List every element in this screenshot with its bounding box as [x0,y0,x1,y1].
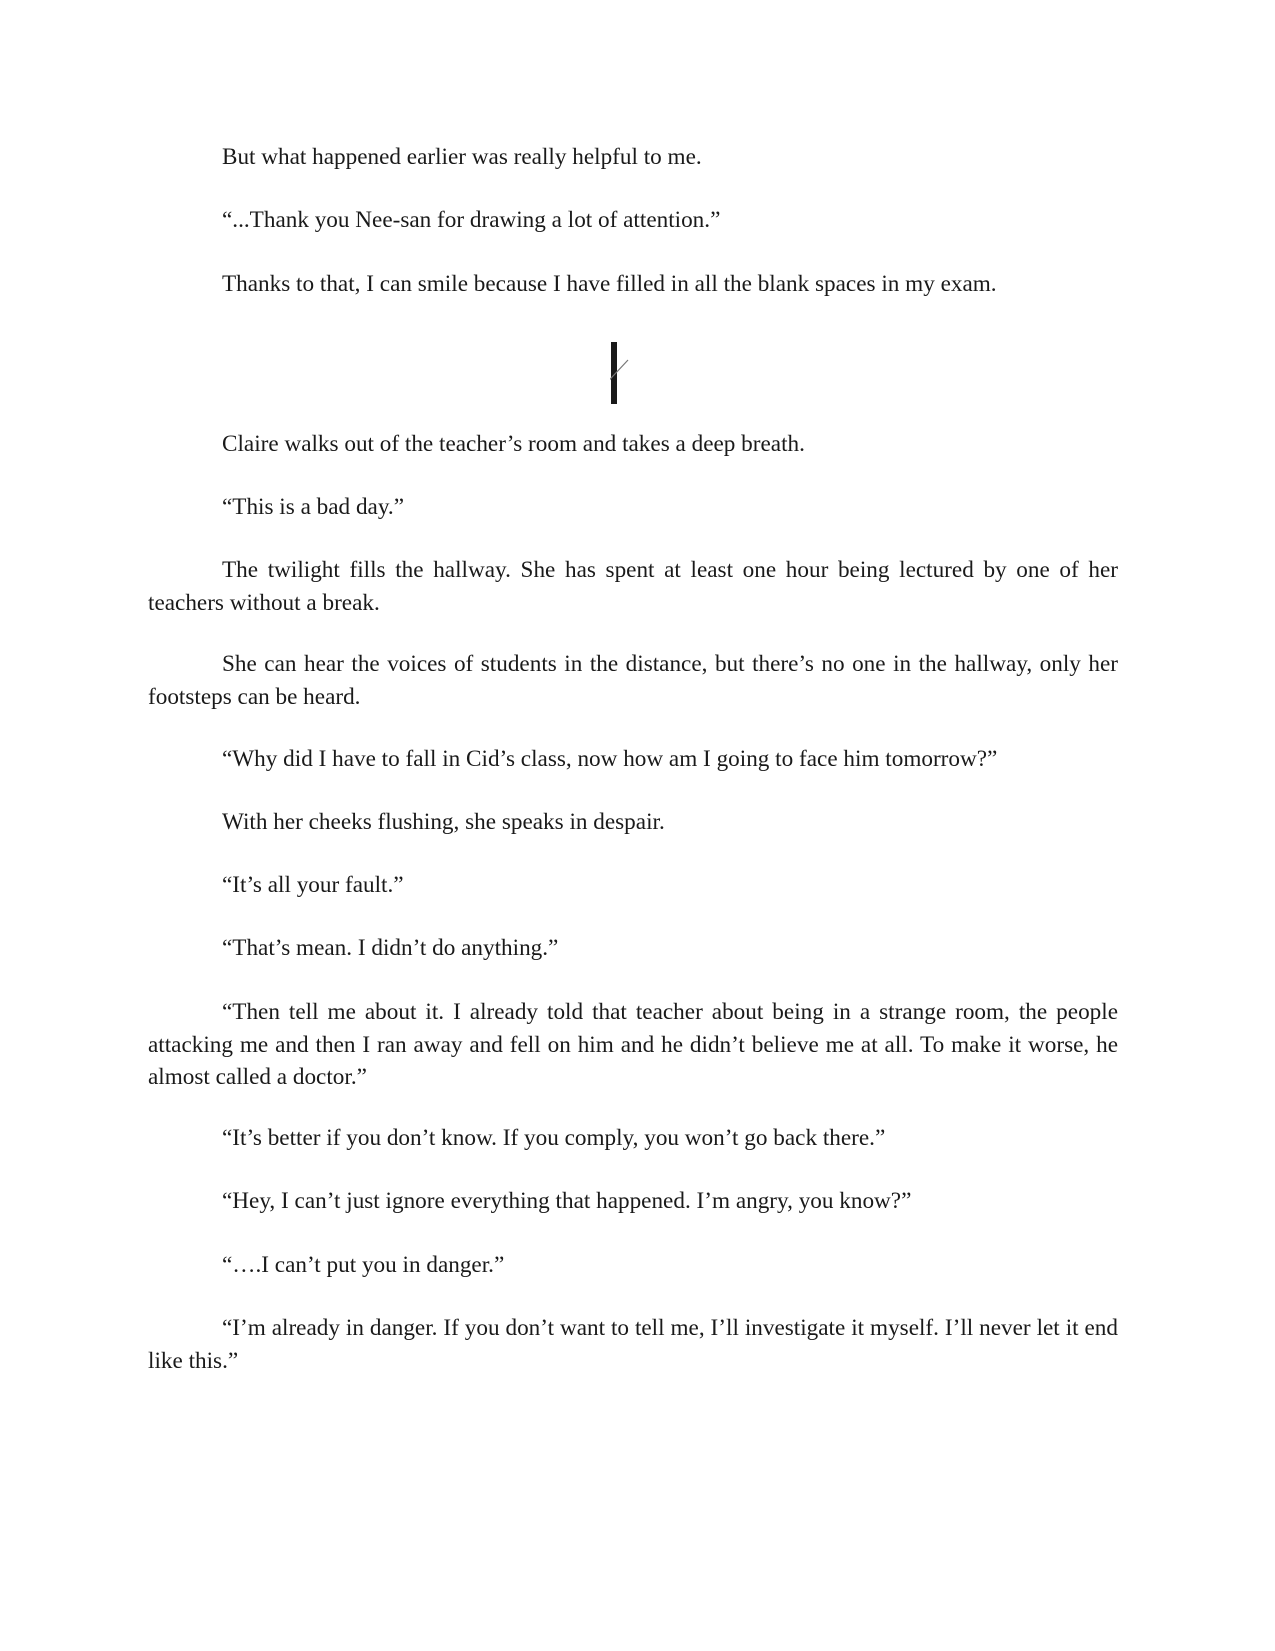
paragraph: “Then tell me about it. I already told that teacher about being in a strange room, the people attacking me and then I ran away and fell on him and he didn’t believe me at all. To make it worse, he almost called a doctor.” [148,999,1118,1090]
paragraph: “Hey, I can’t just ignore everything that happened. I’m angry, you know?” [222,1188,912,1214]
paragraph: She can hear the voices of students in the distance, but there’s no one in the hallway, only her footsteps can be heard. [148,651,1118,710]
scene-break-divider-icon [610,342,660,412]
paragraph: “Why did I have to fall in Cid’s class, now how am I going to face him tomorrow?” [222,746,998,772]
paragraph: “...Thank you Nee-san for drawing a lot of attention.” [222,207,721,233]
paragraph: With her cheeks flushing, she speaks in despair. [222,809,665,835]
paragraph: Claire walks out of the teacher’s room and takes a deep breath. [222,431,805,457]
paragraph: Thanks to that, I can smile because I have filled in all the blank spaces in my exam. [222,271,997,297]
paragraph: “….I can’t put you in danger.” [222,1252,505,1278]
paragraph: But what happened earlier was really helpful to me. [222,144,702,170]
paragraph: “It’s all your fault.” [222,872,404,898]
paragraph: “That’s mean. I didn’t do anything.” [222,935,559,961]
paragraph: “I’m already in danger. If you don’t want to tell me, I’ll investigate it myself. I’ll never let it end like this.” [148,1315,1118,1374]
paragraph: The twilight fills the hallway. She has spent at least one hour being lectured by one of her teachers without a break. [148,557,1118,616]
paragraph: “It’s better if you don’t know. If you comply, you won’t go back there.” [222,1125,886,1151]
paragraph: “This is a bad day.” [222,494,405,520]
